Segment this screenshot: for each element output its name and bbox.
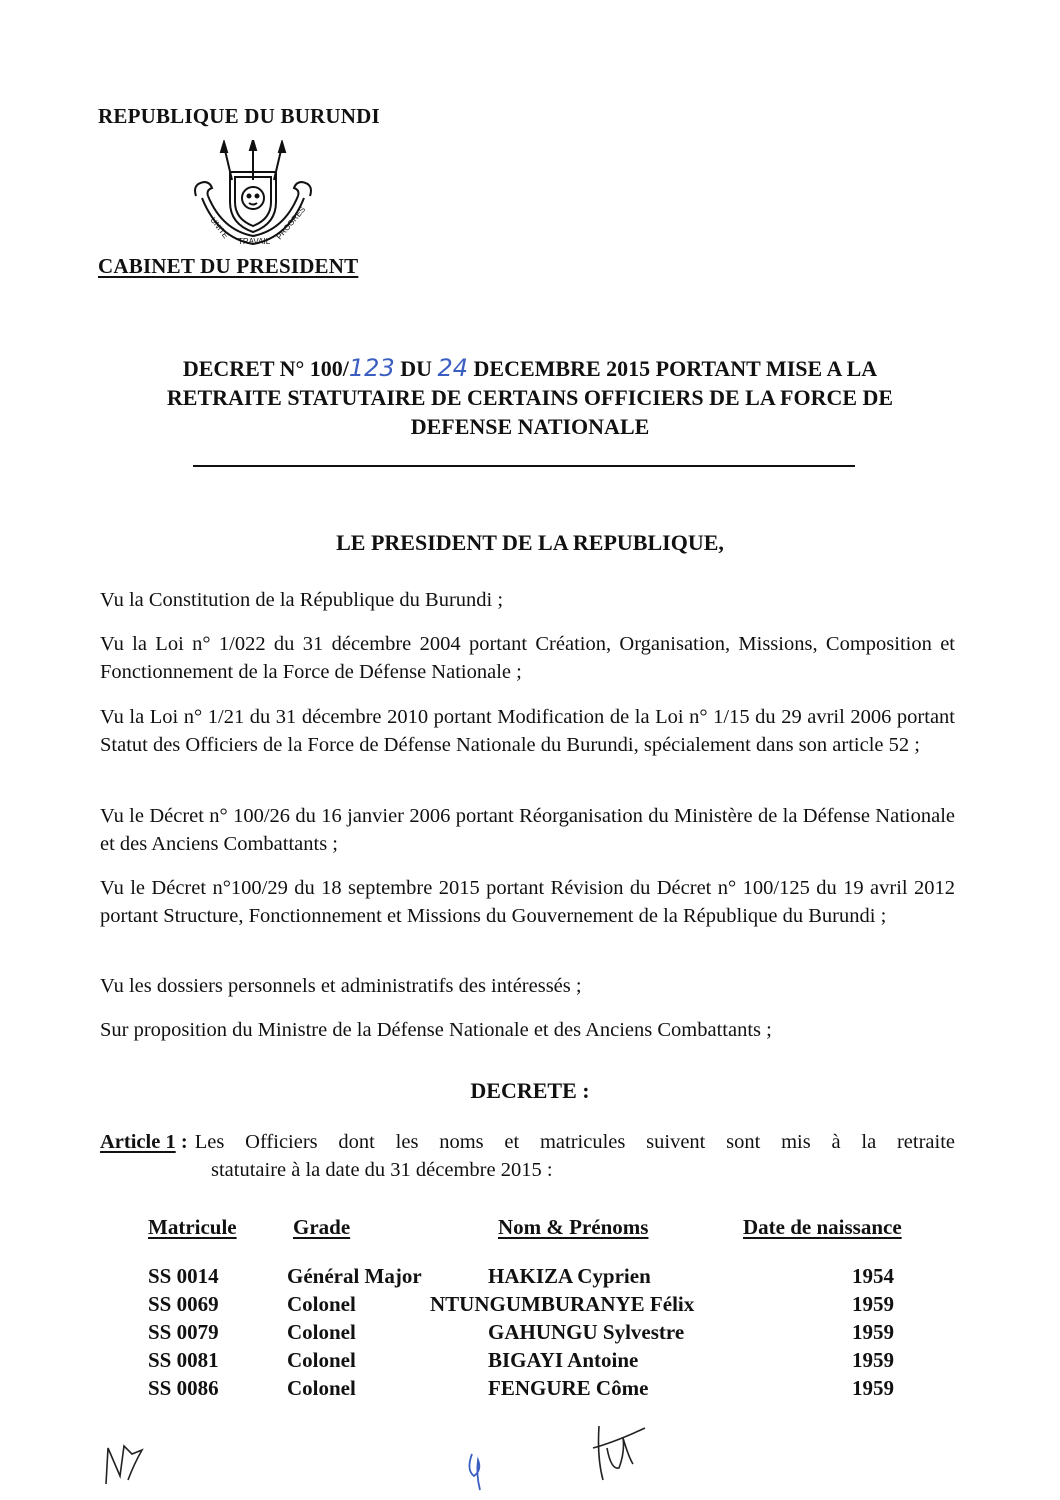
emblem-motto-2: TRAVAIL bbox=[238, 237, 271, 246]
table-row-1-matricule: SS 0014 bbox=[148, 1264, 219, 1288]
article-1-label: Article 1 bbox=[100, 1131, 176, 1153]
initials-signature-left bbox=[98, 1440, 158, 1495]
decree-title-line-3: DEFENSE NATIONALE bbox=[410, 414, 650, 439]
table-row-1-grade: Général Major bbox=[287, 1264, 422, 1288]
handwritten-day: 24 bbox=[437, 354, 469, 382]
table-row-5-grade: Colonel bbox=[287, 1376, 356, 1400]
table-row-5-matricule: SS 0086 bbox=[148, 1376, 219, 1400]
table-row-3-nom: GAHUNGU Sylvestre bbox=[488, 1320, 685, 1344]
table-row-2-date: 1959 bbox=[852, 1292, 894, 1316]
table-row-2-grade: Colonel bbox=[287, 1292, 356, 1316]
article-1-colon: : bbox=[175, 1131, 193, 1153]
table-row-4-date: 1959 bbox=[852, 1348, 894, 1372]
table-row-4-grade: Colonel bbox=[287, 1348, 356, 1372]
emblem-motto-1: UNITE bbox=[208, 215, 231, 241]
article-1-text-line-1: Les Officiers dont les noms et matricules suivent sont mis à la retraite bbox=[194, 1131, 955, 1153]
consideration-dossiers: Vu les dossiers personnels et administratifs des intéressés ; bbox=[100, 975, 582, 997]
consideration-loi-2004: Vu la Loi n° 1/022 du 31 décembre 2004 portant Création, Organisation, Missions, Composition et Fonctionnement de la Force de Défense Nationale ; bbox=[100, 633, 955, 683]
table-row-1-date: 1954 bbox=[852, 1264, 894, 1288]
initials-signature-middle bbox=[458, 1450, 498, 1500]
table-row-5-date: 1959 bbox=[852, 1376, 894, 1400]
handwritten-decree-number: 123 bbox=[348, 354, 395, 382]
decree-title-du: DU bbox=[394, 356, 438, 381]
article-1 bbox=[100, 1128, 955, 1184]
table-row-3-date: 1959 bbox=[852, 1320, 894, 1344]
table-row-4-matricule: SS 0081 bbox=[148, 1348, 219, 1372]
table-header-date: Date de naissance bbox=[743, 1215, 902, 1239]
consideration-constitution: Vu la Constitution de la République du Burundi ; bbox=[100, 589, 504, 611]
table-row-3-grade: Colonel bbox=[287, 1320, 356, 1344]
coat-of-arms-emblem bbox=[188, 140, 318, 258]
consideration-proposition: Sur proposition du Ministre de la Défense Nationale et des Anciens Combattants ; bbox=[100, 1019, 772, 1041]
table-row-4-nom: BIGAYI Antoine bbox=[488, 1348, 639, 1372]
president-heading: LE PRESIDENT DE LA REPUBLIQUE, bbox=[336, 530, 724, 555]
article-1-text-line-2: statutaire à la date du 31 décembre 2015 : bbox=[211, 1159, 553, 1181]
table-row-2-nom: NTUNGUMBURANYE Félix bbox=[430, 1292, 695, 1316]
table-header-matricule: Matricule bbox=[148, 1215, 237, 1239]
table-row-1-nom: HAKIZA Cyprien bbox=[488, 1264, 651, 1288]
decree-title-suffix: DECEMBRE 2015 PORTANT MISE A LA bbox=[468, 356, 878, 381]
table-row-5-nom: FENGURE Côme bbox=[488, 1376, 649, 1400]
cabinet-heading: CABINET DU PRESIDENT bbox=[98, 254, 359, 278]
table-row-3-matricule: SS 0079 bbox=[148, 1320, 219, 1344]
initials-signature-right bbox=[585, 1418, 665, 1493]
consideration-decret-2006: Vu le Décret n° 100/26 du 16 janvier 2006 portant Réorganisation du Ministère de la Défense Nationale et des Anciens Combattants ; bbox=[100, 805, 955, 855]
table-header-grade: Grade bbox=[293, 1215, 351, 1239]
republic-heading: REPUBLIQUE DU BURUNDI bbox=[98, 104, 380, 128]
decree-title-line-2: RETRAITE STATUTAIRE DE CERTAINS OFFICIERS DE LA FORCE DE bbox=[166, 385, 894, 410]
emblem-motto-3: PROGRES bbox=[274, 204, 308, 242]
decrete-heading: DECRETE : bbox=[470, 1078, 590, 1103]
consideration-decret-2015: Vu le Décret n°100/29 du 18 septembre 2015 portant Révision du Décret n° 100/125 du 19 avril 2012 portant Structure, Fonctionnement et Missions du Gouvernement de la République du Burundi ; bbox=[100, 877, 955, 927]
table-row-2-matricule: SS 0069 bbox=[148, 1292, 219, 1316]
title-divider bbox=[193, 465, 855, 467]
consideration-loi-2010: Vu la Loi n° 1/21 du 31 décembre 2010 portant Modification de la Loi n° 1/15 du 29 avril 2006 portant Statut des Officiers de la Force de Défense Nationale du Burundi, spécialement dans son article 52 ; bbox=[100, 706, 955, 756]
table-header-nom: Nom & Prénoms bbox=[498, 1215, 649, 1239]
decree-title-line-1 bbox=[95, 353, 965, 384]
decree-title-prefix: DECRET N° 100/ bbox=[182, 356, 349, 381]
